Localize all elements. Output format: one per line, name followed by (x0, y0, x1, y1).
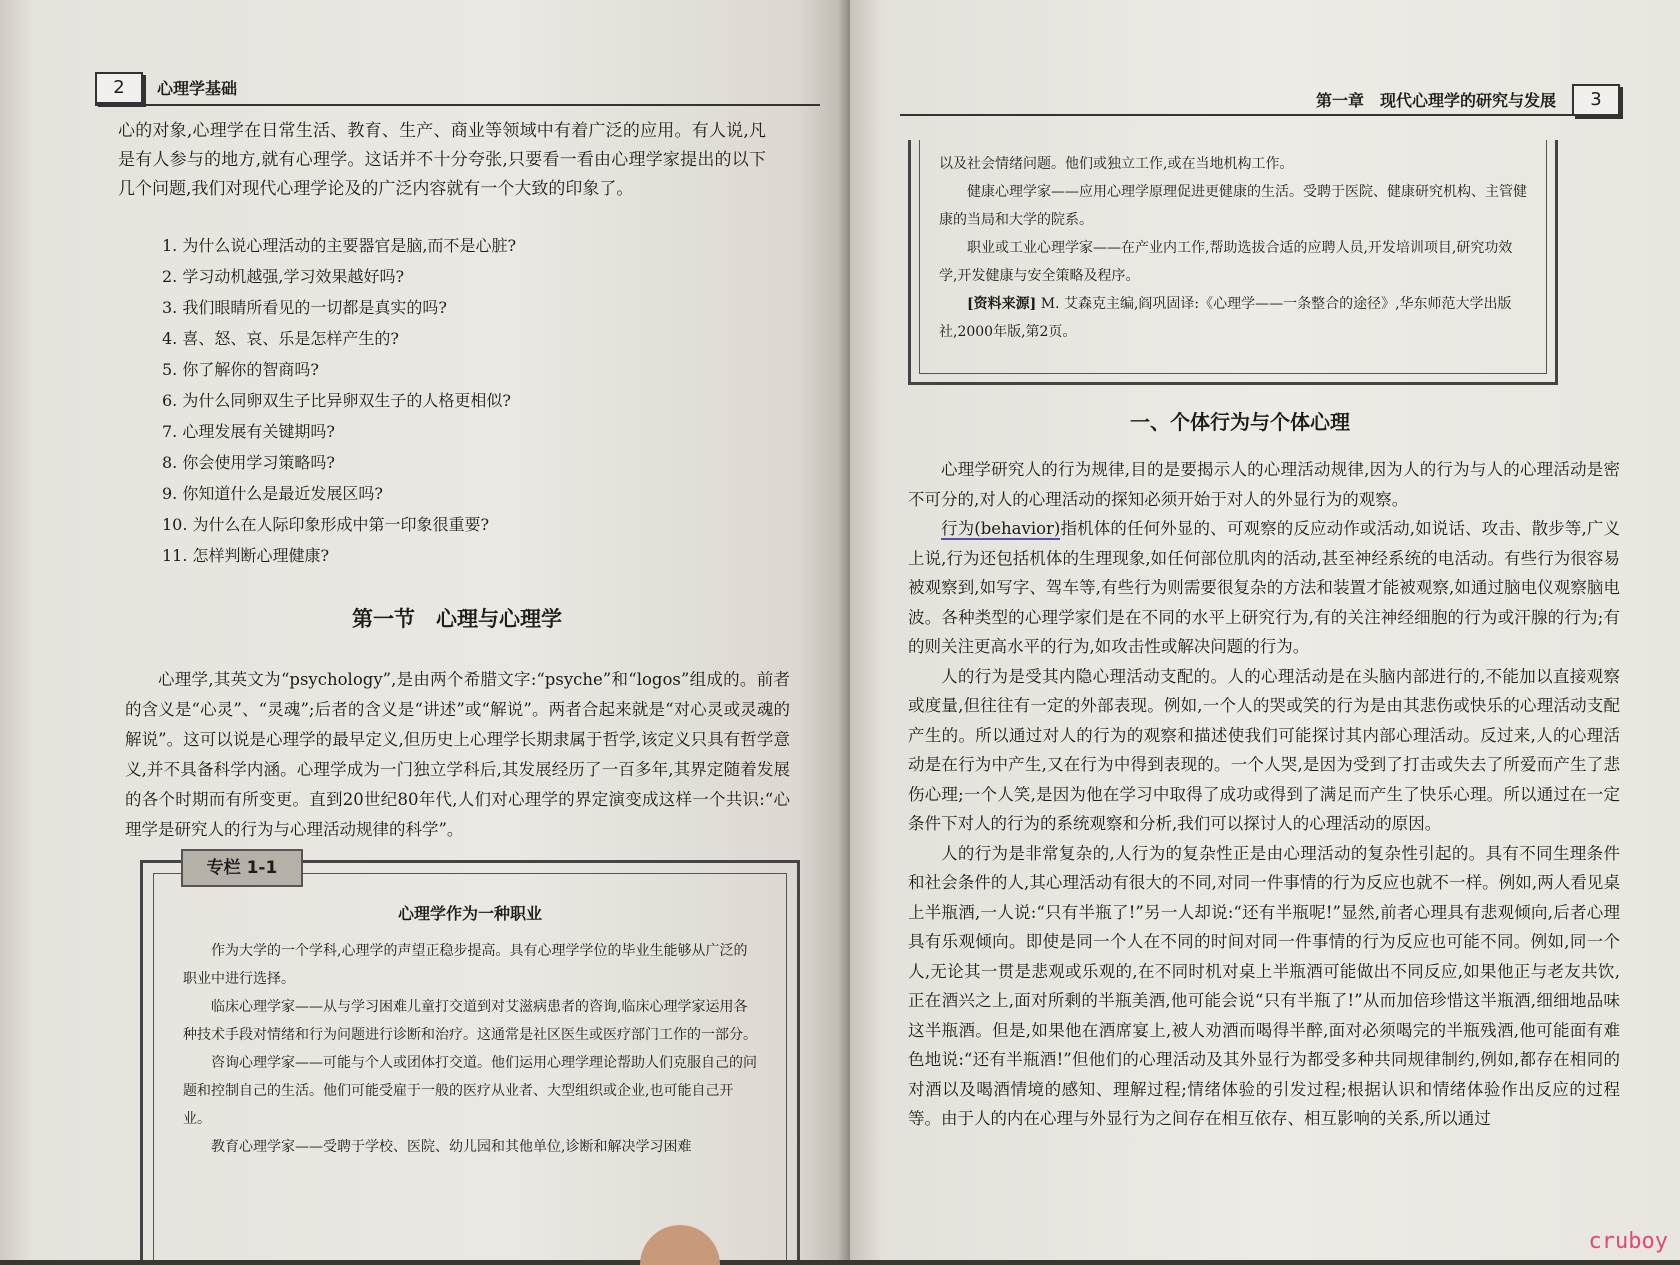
source-label: [资料来源] (967, 296, 1037, 312)
list-item: 1. 为什么说心理活动的主要器官是脑,而不是心脏? (162, 236, 517, 255)
sidebar-tag: 专栏 1-1 (181, 849, 303, 887)
sidebar-paragraph: 临床心理学家——从与学习困难儿童打交道到对艾滋病患者的咨询,临床心理学家运用各种技术手段对情绪和行为问题进行诊断和治疗。这通常是社区医生或医疗部门工作的一部分。 (183, 999, 757, 1043)
left-running-title: 心理学基础 (157, 79, 238, 98)
subsection-heading: 一、个体行为与个体心理 (1130, 410, 1350, 434)
list-item: 7. 心理发展有关键期吗? (162, 422, 335, 441)
list-item: 10. 为什么在人际印象形成中第一印象很重要? (162, 515, 490, 534)
list-item: 6. 为什么同卵双生子比异卵双生子的人格更相似? (162, 391, 511, 410)
box-paragraph: 职业或工业心理学家——在产业内工作,帮助选拔合适的应聘人员,开发培训项目,研究功效学,开发健康与安全策略及程序。 (939, 240, 1513, 284)
left-page-number: 2 (95, 72, 143, 104)
section-paragraph: 心理学,其英文为“psychology”,是由两个希腊文字:“psyche”和“logos”组成的。前者的含义是“心灵”、“灵魂”;后者的含义是“讲述”或“解说”。两者合起来就是“对心灵或灵魂的解说”。这可以说是心理学的最早定义,但历史上心理学长期隶属于哲学,该定义只具有哲学意义,并不具备科学内涵。心理学成为一门独立学科后,其发展经历了一百多年,其界定随着发展的各个时期而有所变更。直到20世纪80年代,人们对心理学的界定演变成这样一个共识:“心理学是研究人的行为与心理活动规律的科学”。 (125, 670, 790, 839)
continued-box-text (939, 150, 1529, 346)
list-item: 8. 你会使用学习策略吗? (162, 453, 335, 472)
section-title: 第一节 心理与心理学 (352, 606, 562, 631)
sidebar-paragraph: 教育心理学家——受聘于学校、医院、幼儿园和其他单位,诊断和解决学习困难 (211, 1139, 692, 1155)
watermark: cruboy (1588, 1229, 1668, 1254)
body-paragraph: 人的行为是非常复杂的,人行为的复杂性正是由心理活动的复杂性引起的。具有不同生理条件和社会条件的人,其心理活动有很大的不同,对同一件事情的行为反应也就不一样。例如,两人看见桌上半瓶酒,一人说:“只有半瓶了!”另一人却说:“还有半瓶呢!”显然,前者心理具有悲观倾向,后者心理具有乐观倾向。即使是同一个人在不同的时间对同一件事情的行为反应也可能不同。例如,同一个人,无论其一贯是悲观或乐观的,在不同时机对桌上半瓶酒可能做出不同反应,如果他正与老友共饮,正在酒兴之上,面对所剩的半瓶美酒,他可能会说“只有半瓶了!”从而加倍珍惜这半瓶酒,细细地品味这半瓶酒。但是,如果他在酒席宴上,被人劝酒而喝得半醉,面对必须喝完的半瓶残酒,他可能面有难色地说:“还有半瓶酒!”但他们的心理活动及其外显行为都受多种共同规律制约,例如,都存在相同的对酒以及喝酒情境的感知、理解过程;情绪体验的引发过程;根据认识和情绪体验作出反应的过程等。由于人的内在心理与外显行为之间存在相互依存、相互影响的关系,所以通过 (908, 843, 1620, 1128)
list-item: 2. 学习动机越强,学习效果越好吗? (162, 267, 405, 286)
box-paragraph: 健康心理学家——应用心理学原理促进更健康的生活。受聘于医院、健康研究机构、主管健康的当局和大学的院系。 (939, 184, 1527, 228)
continued-box (908, 140, 1558, 385)
sidebar-box (140, 860, 800, 1260)
list-item: 3. 我们眼睛所看见的一切都是真实的吗? (162, 298, 447, 317)
sidebar-paragraph: 咨询心理学家——可能与个人或团体打交道。他们运用心理学理论帮助人们克服自己的问题和控制自己的生活。他们可能受雇于一般的医疗从业者、大型组织或企业,也可能自己开业。 (183, 1055, 757, 1127)
body-paragraph-text: 指机体的任何外显的、可观察的反应动作或活动,如说话、攻击、散步等,广义上说,行为还包括机体的生理现象,如任何部位肌肉的活动,甚至神经系统的电活动。有些行为很容易被观察到,如写字、驾车等,有些行为则需要很复杂的方法和装置才能被观察,如通过脑电仪观察脑电波。各种类型的心理学家们是在不同的水平上研究行为,有的关注神经细胞的行为或汗腺的行为;有的则关注更高水平的行为,如攻击性或解决问题的行为。 (908, 519, 1620, 656)
question-list (162, 230, 762, 571)
term-behavior: 行为(behavior) (941, 519, 1061, 538)
sidebar-paragraph: 作为大学的一个学科,心理学的声望正稳步提高。具有心理学学位的毕业生能够从广泛的职业中进行选择。 (183, 943, 748, 987)
body-paragraph: 心理学研究人的行为规律,目的是要揭示人的心理活动规律,因为人的行为与人的心理活动是密不可分的,对人的心理活动的探知必须开始于对人的外显行为的观察。 (908, 460, 1620, 509)
right-page (850, 0, 1680, 1260)
intro-paragraph: 心的对象,心理学在日常生活、教育、生产、商业等领域中有着广泛的应用。有人说,凡是有人参与的地方,就有心理学。这话并不十分夸张,只要看一看由心理学家提出的以下几个问题,我们对现代心理学论及的广泛内容就有一个大致的印象了。 (118, 121, 766, 199)
list-item: 11. 怎样判断心理健康? (162, 546, 330, 565)
right-running-title: 第一章 现代心理学的研究与发展 (1315, 91, 1556, 110)
body-paragraph (908, 514, 1620, 662)
body-paragraph: 人的行为是受其内隐心理活动支配的。人的心理活动是在头脑内部进行的,不能加以直接观察或度量,但往往有一定的外部表现。例如,一个人的哭或笑的行为是由其悲伤或快乐的心理活动支配产生的。所以通过对人的行为的观察和描述使我们可能探讨其内部心理活动。反过来,人的心理活动是在行为中产生,又在行为中得到表现的。一个人哭,是因为受到了打击或失去了所爱而产生了悲伤心理;一个人笑,是因为他在学习中取得了成功或得到了满足而产生了快乐心理。所以通过在一定条件下对人的行为的系统观察和分析,我们可以探讨人的心理活动的原因。 (908, 666, 1620, 833)
body-text (908, 455, 1620, 1134)
box-paragraph: 以及社会情绪问题。他们或独立工作,或在当地机构工作。 (939, 156, 1294, 172)
list-item: 5. 你了解你的智商吗? (162, 360, 319, 379)
sidebar-title: 心理学作为一种职业 (397, 904, 542, 923)
source-text: M. 艾森克主编,阎巩固译:《心理学——一条整合的途径》,华东师范大学出版社,2000年版,第2页。 (939, 296, 1512, 340)
list-item: 9. 你知道什么是最近发展区吗? (162, 484, 383, 503)
right-running-head (900, 84, 1620, 116)
right-page-number: 3 (1572, 84, 1620, 116)
list-item: 4. 喜、怒、哀、乐是怎样产生的? (162, 329, 399, 348)
sidebar-text (183, 937, 757, 1161)
box-source (939, 290, 1529, 346)
left-running-head (95, 72, 820, 106)
